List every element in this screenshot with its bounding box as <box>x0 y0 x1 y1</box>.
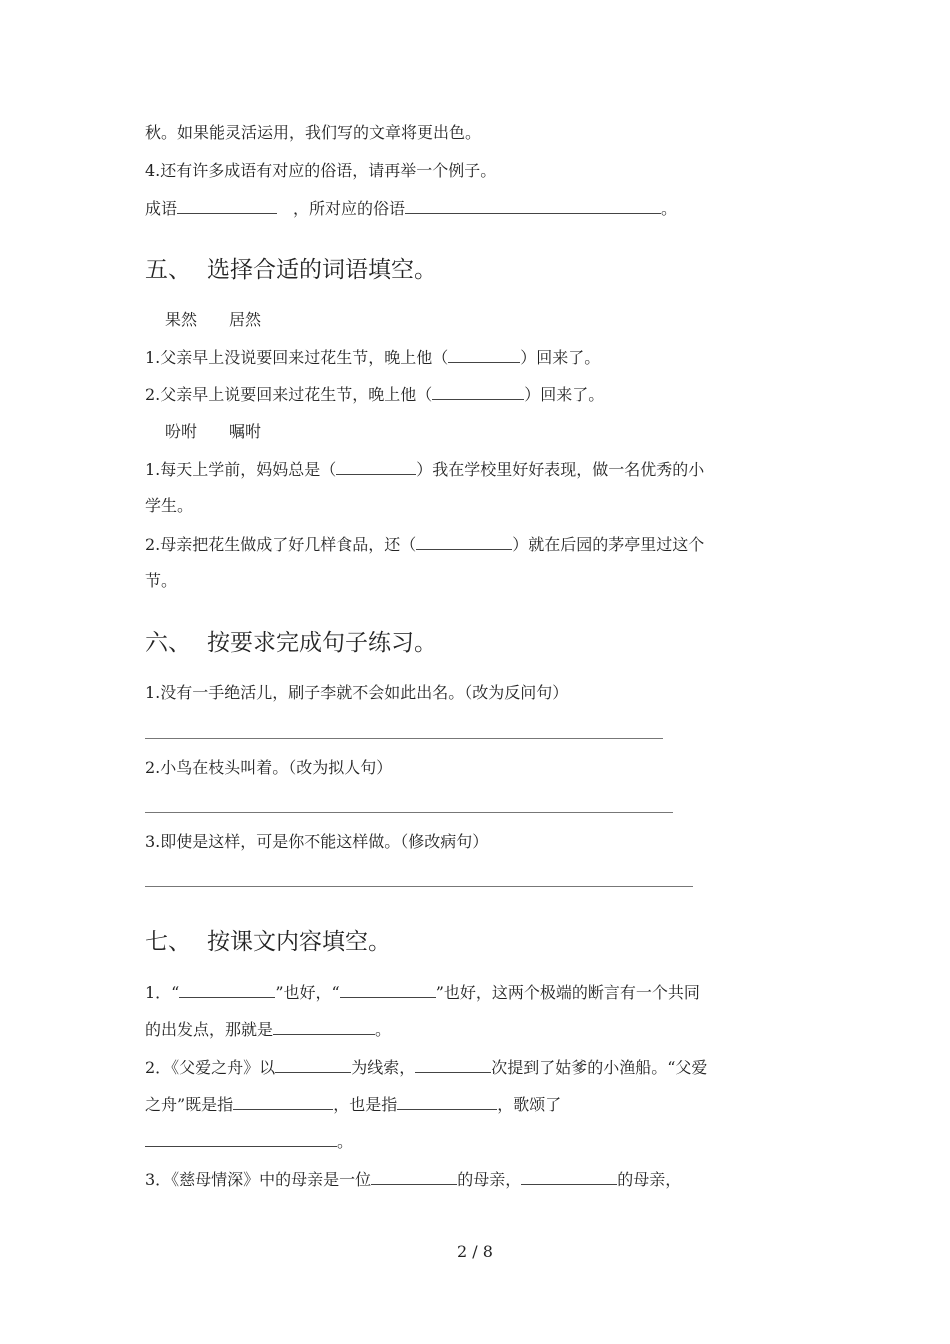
question: 2.母亲把花生做成了好几样食品，还（ ）就在后园的茅亭里过这个 <box>145 535 705 554</box>
question: 2．《父爱之舟》以 为线索， 次提到了姑爹的小渔船。“父爱 <box>145 1058 708 1077</box>
blank[interactable] <box>432 383 524 400</box>
blank[interactable] <box>179 981 275 998</box>
question: 3．《慈母情深》中的母亲是一位 的母亲， 的母亲， <box>145 1170 682 1189</box>
blank[interactable] <box>275 1056 351 1073</box>
blank[interactable] <box>405 197 661 214</box>
word-choices-1: 果然 居然 <box>165 310 262 329</box>
text-line: 学生。 <box>145 496 194 515</box>
blank[interactable] <box>448 346 520 363</box>
blank[interactable] <box>177 197 277 214</box>
question: 1.没有一手绝活儿，刷子李就不会如此出名。（改为反问句） <box>145 683 569 702</box>
question: 2.父亲早上说要回来过花生节，晚上他（ ）回来了。 <box>145 385 605 404</box>
text-line: 节。 <box>145 571 178 590</box>
text-line: 的出发点，那就是 。 <box>145 1020 392 1039</box>
question-4: 4.还有许多成语有对应的俗语，请再举一个例子。 <box>145 161 497 180</box>
blank[interactable] <box>273 1018 375 1035</box>
blank[interactable] <box>336 458 416 475</box>
text-line: 之舟”既是指 ，也是指 ，歌颂了 <box>145 1095 562 1114</box>
question: 1.每天上学前，妈妈总是（ ）我在学校里好好表现，做一名优秀的小 <box>145 460 705 479</box>
text-line: 。 <box>145 1130 353 1153</box>
question: 1．“ ”也好，“ ”也好，这两个极端的断言有一个共同 <box>145 983 700 1002</box>
blank[interactable] <box>521 1168 617 1185</box>
blank[interactable] <box>233 1093 333 1110</box>
blank[interactable] <box>415 1056 491 1073</box>
blank[interactable] <box>371 1168 457 1185</box>
blank[interactable] <box>145 1130 337 1147</box>
section-7-heading: 七、 按课文内容填空。 <box>145 929 391 955</box>
question: 2.小鸟在枝头叫着。（改为拟人句） <box>145 758 393 777</box>
word-choices-2: 吩咐 嘱咐 <box>165 422 262 441</box>
section-5-heading: 五、 选择合适的词语填空。 <box>145 257 437 283</box>
blank[interactable] <box>416 533 512 550</box>
page-number: 2 / 8 <box>457 1242 493 1261</box>
text-line: 秋。如果能灵活运用，我们写的文章将更出色。 <box>145 123 482 142</box>
question-4-answer: 成语 ，所对应的俗语 。 <box>145 199 678 218</box>
answer-line[interactable] <box>145 812 673 813</box>
blank[interactable] <box>340 981 436 998</box>
question: 3.即使是这样，可是你不能这样做。（修改病句） <box>145 832 489 851</box>
question: 1.父亲早上没说要回来过花生节，晚上他（ ）回来了。 <box>145 348 601 367</box>
section-6-heading: 六、 按要求完成句子练习。 <box>145 630 437 656</box>
blank[interactable] <box>397 1093 497 1110</box>
answer-line[interactable] <box>145 738 663 739</box>
answer-line[interactable] <box>145 886 693 887</box>
